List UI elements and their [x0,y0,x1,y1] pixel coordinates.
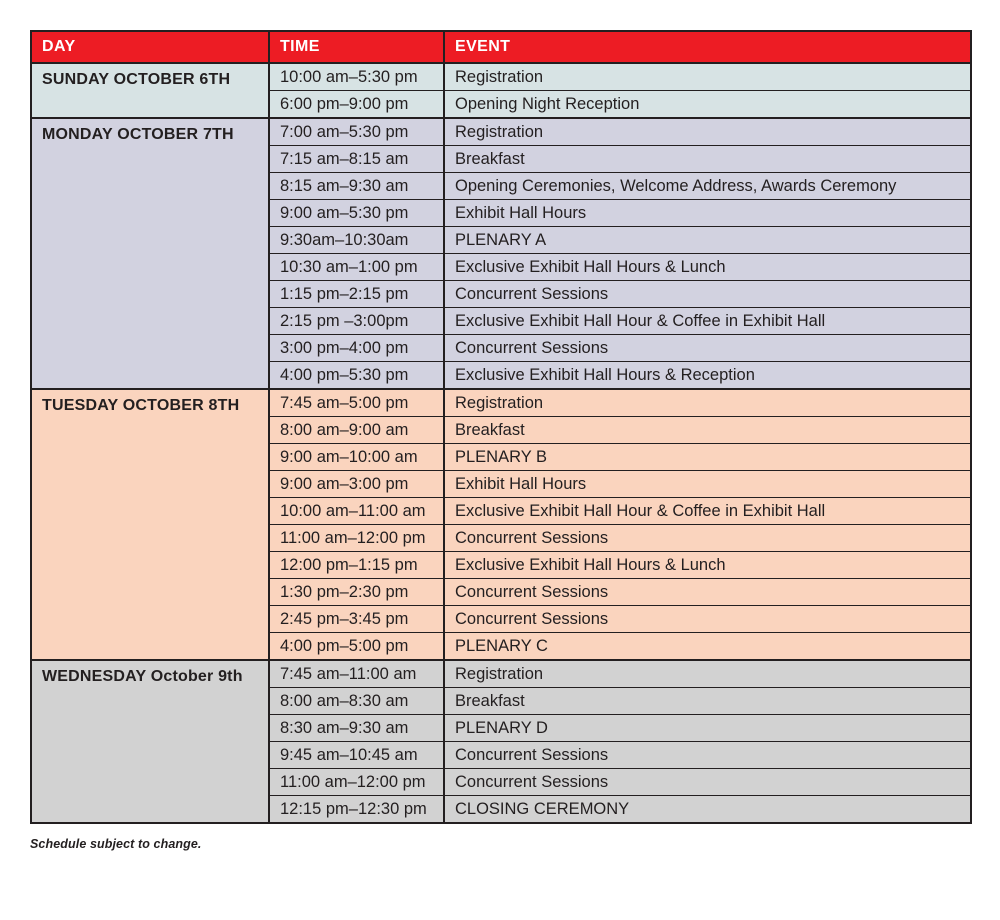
time-cell: 9:00 am–3:00 pm [269,471,444,498]
event-cell: Breakfast [444,688,971,715]
event-cell: Exclusive Exhibit Hall Hours & Reception [444,362,971,390]
event-cell: Registration [444,63,971,91]
time-cell: 2:15 pm –3:00pm [269,308,444,335]
table-row [31,118,971,146]
event-cell: Concurrent Sessions [444,281,971,308]
time-cell: 9:00 am–5:30 pm [269,200,444,227]
day-label: MONDAY OCTOBER 7TH [31,118,269,389]
day-label: WEDNESDAY October 9th [31,660,269,823]
table-row [31,660,971,688]
event-cell: PLENARY B [444,444,971,471]
event-cell: Registration [444,389,971,417]
event-cell: Concurrent Sessions [444,525,971,552]
event-cell: PLENARY A [444,227,971,254]
time-cell: 10:30 am–1:00 pm [269,254,444,281]
event-cell: Registration [444,660,971,688]
time-cell: 2:45 pm–3:45 pm [269,606,444,633]
time-cell: 4:00 pm–5:30 pm [269,362,444,390]
event-cell: Concurrent Sessions [444,769,971,796]
event-cell: Exclusive Exhibit Hall Hours & Lunch [444,254,971,281]
time-cell: 11:00 am–12:00 pm [269,769,444,796]
time-cell: 8:30 am–9:30 am [269,715,444,742]
time-cell: 12:15 pm–12:30 pm [269,796,444,824]
time-cell: 1:30 pm–2:30 pm [269,579,444,606]
table-body [31,63,971,823]
time-cell: 8:15 am–9:30 am [269,173,444,200]
time-cell: 7:00 am–5:30 pm [269,118,444,146]
time-cell: 9:45 am–10:45 am [269,742,444,769]
event-cell: PLENARY D [444,715,971,742]
event-cell: Opening Night Reception [444,91,971,119]
time-cell: 8:00 am–9:00 am [269,417,444,444]
time-cell: 8:00 am–8:30 am [269,688,444,715]
day-label: TUESDAY OCTOBER 8TH [31,389,269,660]
event-cell: Exhibit Hall Hours [444,200,971,227]
event-cell: Concurrent Sessions [444,579,971,606]
day-label: SUNDAY OCTOBER 6TH [31,63,269,118]
column-header-time: TIME [269,31,444,63]
column-header-event: EVENT [444,31,971,63]
column-header-day: DAY [31,31,269,63]
event-cell: PLENARY C [444,633,971,661]
event-cell: Exclusive Exhibit Hall Hour & Coffee in Exhibit Hall [444,308,971,335]
time-cell: 9:00 am–10:00 am [269,444,444,471]
time-cell: 4:00 pm–5:00 pm [269,633,444,661]
conference-schedule-table [30,30,972,824]
time-cell: 3:00 pm–4:00 pm [269,335,444,362]
event-cell: CLOSING CEREMONY [455,799,630,818]
event-cell: Registration [444,118,971,146]
time-cell: 7:45 am–11:00 am [269,660,444,688]
event-cell: Concurrent Sessions [444,335,971,362]
time-cell: 1:15 pm–2:15 pm [269,281,444,308]
time-cell: 10:00 am–11:00 am [269,498,444,525]
table-header [31,31,971,63]
event-cell: Exclusive Exhibit Hall Hours & Lunch [444,552,971,579]
time-cell: 11:00 am–12:00 pm [269,525,444,552]
event-cell: Breakfast [444,146,971,173]
time-cell: 9:30am–10:30am [269,227,444,254]
event-cell: Breakfast [444,417,971,444]
table-row [31,63,971,91]
time-cell: 12:00 pm–1:15 pm [269,552,444,579]
table-header-row [31,31,971,63]
time-cell: 7:15 am–8:15 am [269,146,444,173]
time-cell: 6:00 pm–9:00 pm [269,91,444,119]
event-cell: Exclusive Exhibit Hall Hour & Coffee in Exhibit Hall [444,498,971,525]
event-cell: Exhibit Hall Hours [444,471,971,498]
schedule-footnote: Schedule subject to change. [30,837,202,851]
time-cell: 7:45 am–5:00 pm [269,389,444,417]
table-row [31,389,971,417]
event-cell: Concurrent Sessions [444,606,971,633]
event-cell: Opening Ceremonies, Welcome Address, Awards Ceremony [444,173,971,200]
event-cell: Concurrent Sessions [444,742,971,769]
time-cell: 10:00 am–5:30 pm [269,63,444,91]
